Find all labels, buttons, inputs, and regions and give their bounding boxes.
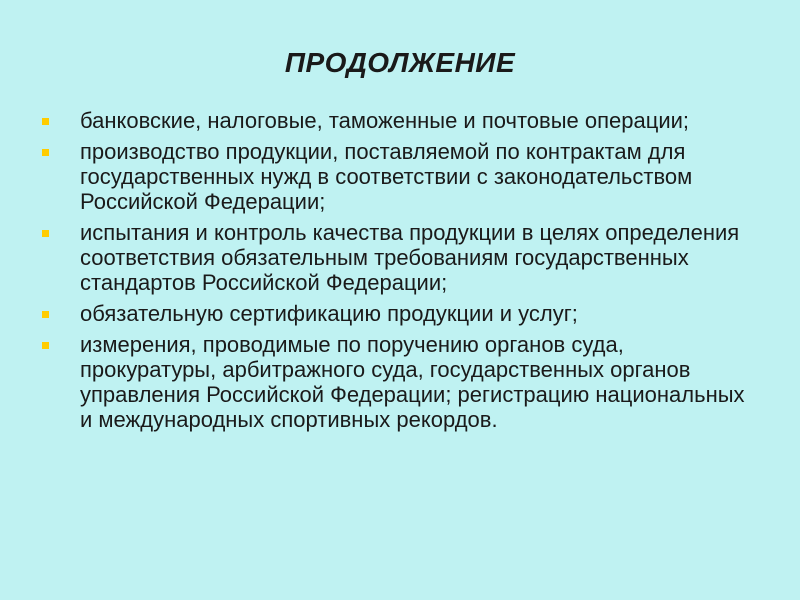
list-item [42,332,762,432]
list-item-text: банковские, налоговые, таможенные и почтовые операции; [80,108,690,133]
list-item-text: испытания и контроль качества продукции в целях определения соответствия обязательным требованиям государственных стандартов Российской Федерации; [80,220,740,295]
slide-title: ПРОДОЛЖЕНИЕ [284,47,516,78]
list-item [42,220,762,295]
square-bullet-icon [42,230,49,237]
bullet-list [42,108,762,438]
square-bullet-icon [42,342,49,349]
list-item-text: измерения, проводимые по поручению органов суда, прокуратуры, арбитражного суда, государственных органов управления Российской Федерации; регистрацию национальных и международных спортивных рекордов. [80,332,745,432]
square-bullet-icon [42,118,49,125]
square-bullet-icon [42,149,49,156]
list-item-text: обязательную сертификацию продукции и услуг; [80,301,578,326]
list-item [42,139,762,214]
list-item [42,108,762,133]
list-item [42,301,762,326]
list-item-text: производство продукции, поставляемой по контрактам для государственных нужд в соответствии с законодательством Российской Федерации; [80,139,693,214]
square-bullet-icon [42,311,49,318]
